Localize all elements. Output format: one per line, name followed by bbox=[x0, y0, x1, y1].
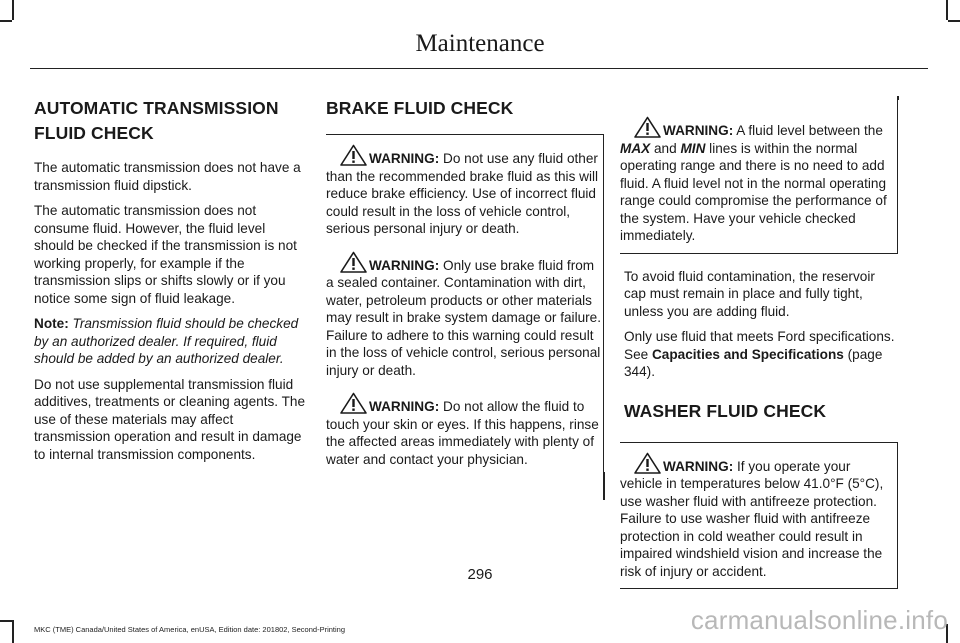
brake-fluid-section bbox=[326, 96, 604, 472]
section-heading: BRAKE FLUID CHECK bbox=[326, 98, 514, 118]
warning-text: Do not allow the fluid to touch your skin or eyes. If this happens, rinse the affected areas immediately with plenty of water and contact your physician. bbox=[326, 399, 599, 467]
section-heading bbox=[34, 96, 306, 146]
warning-text: and bbox=[654, 140, 677, 156]
crop-mark bbox=[948, 20, 960, 22]
section-heading: WASHER FLUID CHECK bbox=[624, 400, 827, 421]
transmission-section bbox=[34, 96, 306, 471]
header-rule bbox=[30, 68, 928, 69]
warning-box bbox=[620, 96, 898, 254]
warning-paragraph bbox=[620, 452, 895, 581]
warning-triangle-icon bbox=[340, 392, 367, 414]
warning-text: lines is within the normal operating range and there is no need to add fluid. A fluid level not in the normal operating range could compromise the performance of the system. Have your vehicle checked immediately. bbox=[620, 140, 887, 243]
warning-label: WARNING: bbox=[369, 257, 440, 273]
note-label: Note: bbox=[34, 316, 69, 331]
brake-fluid-continued bbox=[620, 96, 898, 589]
warning-label: WARNING: bbox=[369, 151, 440, 166]
max-label: MAX bbox=[620, 140, 651, 156]
paragraph: Do not use supplemental transmission fluid additives, treatments or cleaning agents. The use of these materials may affect transmission operation and result in damage to internal transmission components. bbox=[34, 376, 306, 462]
crop-mark bbox=[0, 20, 12, 22]
min-label: MIN bbox=[680, 140, 706, 156]
warning-text: If you operate your vehicle in temperatures below 41.0°F (5°C), use washer fluid with antifreeze protection. Failure to use washer fluid with antifreeze protection in cold weather could result in impaired windshield vision and increase the risk of injury or accident. bbox=[620, 458, 884, 579]
crop-mark bbox=[12, 620, 14, 643]
paragraph: To avoid fluid contamination, the reservoir cap must remain in place and fully tight, unless you are adding fluid. bbox=[624, 268, 875, 319]
paragraph: The automatic transmission does not have a transmission fluid dipstick. bbox=[34, 160, 301, 193]
paragraph-text: Only use fluid that meets Ford specifications. See bbox=[624, 329, 895, 362]
page-number: 296 bbox=[467, 566, 493, 583]
crop-mark bbox=[946, 0, 948, 20]
note-text: Transmission fluid should be checked by an authorized dealer. If required, fluid should be added by an authorized dealer. bbox=[34, 316, 299, 366]
warning-label: WARNING: bbox=[663, 123, 734, 138]
heading-line: AUTOMATIC TRANSMISSION bbox=[34, 98, 279, 118]
warning-paragraph bbox=[620, 116, 895, 245]
warning-paragraph bbox=[326, 251, 601, 380]
paragraph: The automatic transmission does not consume fluid. However, the fluid level should be checked if the transmission is not working properly, for example if the transmission slips or shifts slowly or if you notice some sign of fluid leakage. bbox=[34, 203, 297, 306]
crop-mark bbox=[0, 620, 12, 622]
crop-mark bbox=[12, 0, 14, 20]
warning-box bbox=[326, 134, 604, 472]
warning-text: A fluid level between the bbox=[736, 123, 883, 138]
body-text bbox=[620, 268, 898, 424]
warning-label: WARNING: bbox=[663, 458, 734, 474]
warning-text: Only use brake fluid from a sealed container. Contamination with dirt, water, petroleum products or other materials may result in brake system damage or failure. Failure to adhere to this warning could result in the loss of vehicle control, serious personal injury or death. bbox=[326, 257, 602, 378]
paragraph bbox=[624, 328, 898, 381]
note bbox=[34, 315, 306, 368]
watermark: carmanualsonline.info bbox=[690, 605, 948, 635]
warning-triangle-icon bbox=[634, 116, 661, 138]
paragraph-text: (page 344). bbox=[624, 346, 883, 379]
warning-paragraph bbox=[326, 144, 601, 238]
warning-paragraph bbox=[326, 392, 601, 468]
page-title: Maintenance bbox=[415, 30, 545, 57]
warning-label: WARNING: bbox=[369, 399, 440, 414]
warning-triangle-icon bbox=[340, 144, 367, 166]
warning-text: Do not use any fluid other than the recommended brake fluid as this will reduce brake efficiency. Use of incorrect fluid could result in the loss of vehicle control, serious personal injury or death. bbox=[326, 151, 599, 236]
warning-triangle-icon bbox=[634, 452, 661, 474]
warning-triangle-icon bbox=[340, 251, 367, 273]
edition-footer: MKC (TME) Canada/United States of America, enUSA, Edition date: 201802, Second-Printing bbox=[34, 625, 345, 634]
heading-line: FLUID CHECK bbox=[34, 123, 154, 143]
cross-reference-link[interactable]: Capacities and Specifications bbox=[651, 346, 844, 362]
